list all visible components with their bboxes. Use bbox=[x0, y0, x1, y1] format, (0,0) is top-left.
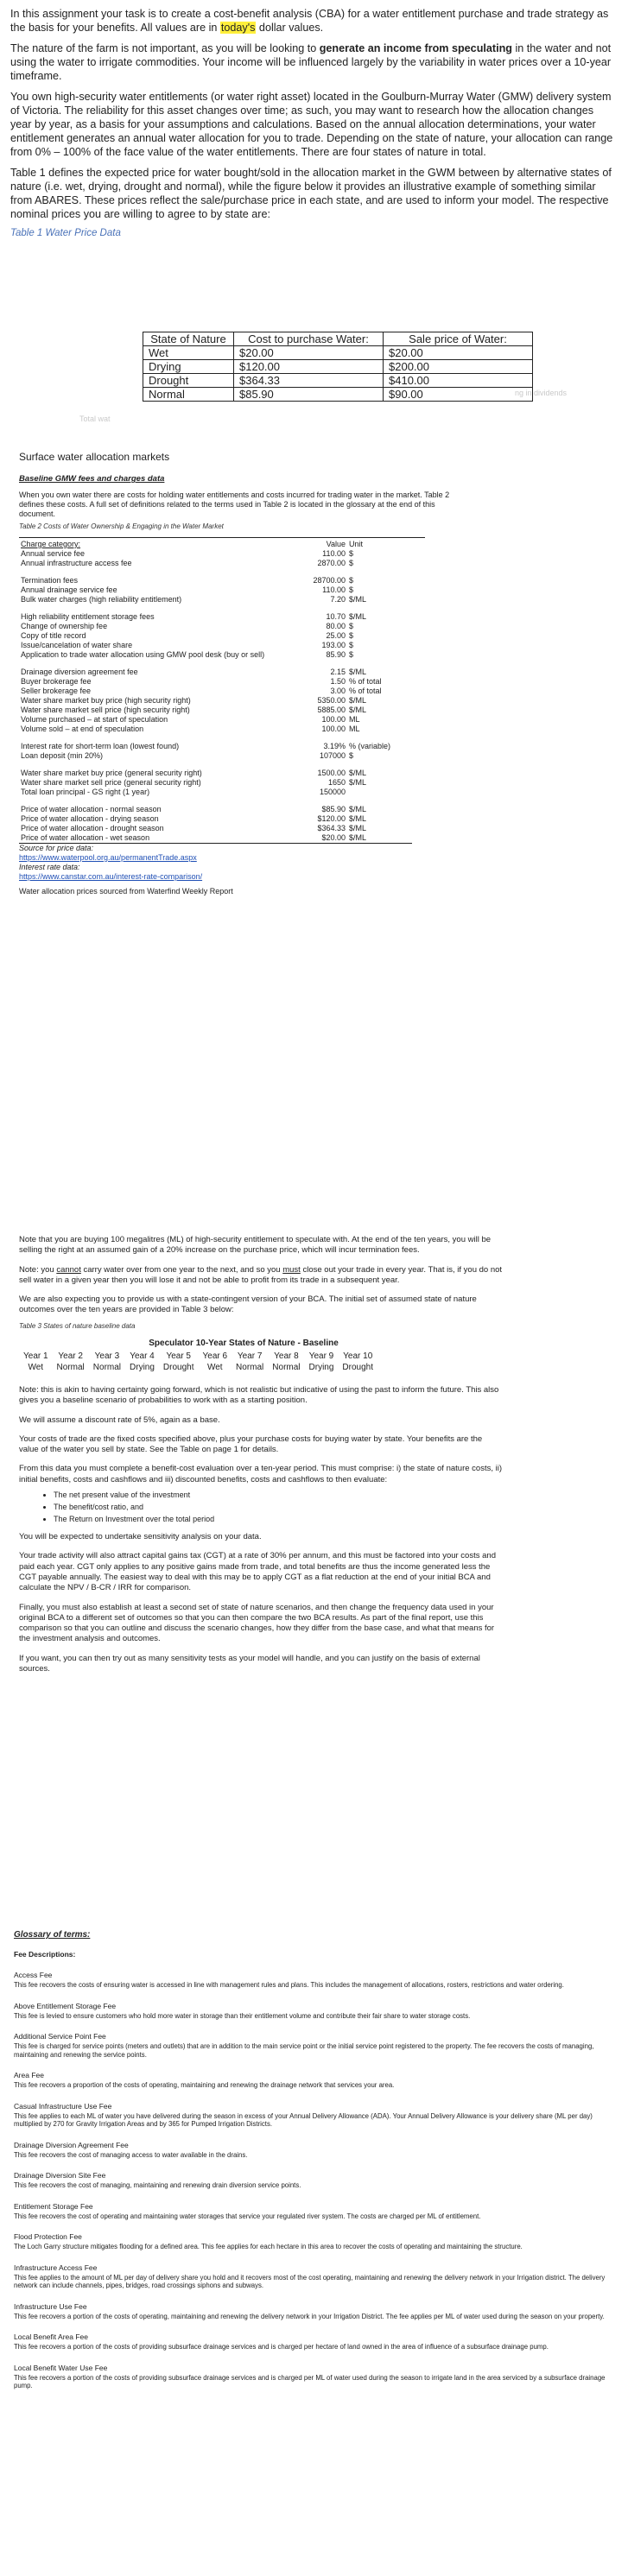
section-subtitle: Baseline GMW fees and charges data bbox=[19, 474, 165, 484]
body-paragraph: Your costs of trade are the fixed costs specified above, plus your purchase costs for buying water by state. Your benefits are the value of the water you sell by state. See the Table on page 1 for details. bbox=[19, 1434, 483, 1455]
table-row: Annual drainage service fee 110.00 $ bbox=[21, 585, 354, 594]
table1-wrapper bbox=[143, 332, 533, 402]
intro-paragraph-3: You own high-security water entitlements (or water right asset) located in the Goulburn-Murray Water (GMW) delivery system of Victoria. The reliability for this asset changes over time; as such, you may want to research how the allocation changes year by year, as a basis for your assumptions and calculations. Based on the annual allocation determinations, your water entitlement generates an annual water allocation for you to trade. Depending on the state of nature, your allocation can range from 0% – 100% of the face value of the water entitlements. There are four states of nature in total. bbox=[10, 91, 613, 158]
table-row: Drought $364.33 $410.00 bbox=[143, 374, 533, 388]
intro-paragraph-2: The nature of the farm is not important, as you will be looking to generate an income from speculating in the water and not using the water to irrigate commodities. Your income will be influenced largely by the variability in water prices over a 10-year timeframe. bbox=[10, 42, 612, 82]
years-row bbox=[19, 1351, 377, 1362]
table-row: Annual service fee 110.00 $ bbox=[21, 549, 354, 558]
source-label: Source for price data: bbox=[19, 844, 94, 852]
fees-table-wrapper bbox=[19, 537, 425, 896]
table3-caption: Table 3 States of nature baseline data bbox=[19, 1321, 136, 1330]
glossary-term: Infrastructure Use Fee bbox=[14, 2301, 87, 2311]
body-paragraph: We will assume a discount rate of 5%, again as a base. bbox=[19, 1415, 220, 1425]
year-cell: Year 8 bbox=[274, 1351, 299, 1362]
section-paragraph: When you own water there are costs for holding water entitlements and costs incurred for trading water in the market. Table 2 defines these costs. A full set of definitions related to the terms used in Table 2 is located in the glossary at the end of this document. bbox=[19, 491, 450, 518]
states-schedule-table bbox=[19, 1351, 377, 1373]
table-row: Termination fees 28700.00 $ bbox=[21, 576, 354, 585]
glossary-list bbox=[14, 1971, 618, 2390]
intro-section bbox=[10, 7, 615, 238]
glossary-definition: This fee recovers the costs of ensuring water is accessed in line with management rules and plans. This includes the management of allocations, rosters, restrictions and water ordering. bbox=[14, 1981, 564, 1989]
table-row: Water share market buy price (high security right) 5350.00 $/ML bbox=[21, 696, 367, 705]
glossary-term: Access Fee bbox=[14, 1971, 53, 1979]
highlighted-word: today's bbox=[220, 22, 256, 34]
table2-caption: Table 2 Costs of Water Ownership & Engaging in the Water Market bbox=[19, 522, 224, 530]
interest-link[interactable]: https://www.canstar.com.au/interest-rate-comparison/ bbox=[19, 872, 203, 881]
year-cell: Year 1 bbox=[23, 1351, 48, 1362]
section-title: Surface water allocation markets bbox=[19, 451, 170, 463]
evaluation-list bbox=[19, 1489, 503, 1525]
glossary-term: Additional Service Point Fee bbox=[14, 2032, 106, 2041]
states-row bbox=[19, 1363, 377, 1373]
state-cell: Drought bbox=[342, 1362, 373, 1372]
body-paragraph: If you want, you can then try out as many sensitivity tests as your model will handle, and you can justify on the basis of external sources. bbox=[19, 1653, 480, 1674]
glossary-definition: This fee recovers the cost of operating and maintaining water storages that service your regulated river system. The costs are charged per ML of entitlement. bbox=[14, 2212, 481, 2220]
spacer-row bbox=[19, 761, 408, 769]
glossary-term: Drainage Diversion Site Fee bbox=[14, 2171, 106, 2180]
glossary-definition: This fee is levied to ensure customers who hold more water in storage than their entitlement volume and contribute their fair share to water storage costs. bbox=[14, 2011, 471, 2020]
fees-table bbox=[19, 540, 408, 843]
year-cell: Year 5 bbox=[166, 1351, 191, 1362]
table-row: Drying $120.00 $200.00 bbox=[143, 360, 533, 374]
water-price-table bbox=[143, 332, 533, 402]
faded-text-left: Total wat bbox=[79, 415, 111, 423]
fees-header-row: Charge category: Value Unit bbox=[21, 540, 364, 548]
source-link[interactable]: https://www.waterpool.org.au/permanentTrade.aspx bbox=[19, 853, 197, 862]
table-row: Water share market sell price (high security right) 5885.00 $/ML bbox=[21, 706, 367, 714]
table1-header: Cost to purchase Water: bbox=[234, 332, 384, 346]
year-cell: Year 4 bbox=[130, 1351, 155, 1362]
body-paragraph: From this data you must complete a benefit-cost evaluation over a ten-year period. This must comprise: i) the state of nature costs, ii) initial benefits, costs and cashflows and iii) discounted benefits, costs and cashflows to then evaluate: bbox=[19, 1464, 502, 1484]
faded-text-right: ng in dividends bbox=[515, 389, 568, 397]
list-item: • The benefit/cost ratio, and bbox=[54, 1501, 503, 1513]
spacer-row bbox=[19, 797, 408, 805]
glossary-term: Flood Protection Fee bbox=[14, 2232, 82, 2241]
table-row: Price of water allocation - normal season $85.90 $/ML bbox=[21, 805, 367, 813]
glossary-term: Local Benefit Area Fee bbox=[14, 2332, 89, 2341]
fees-table-body bbox=[19, 549, 408, 843]
table-row: High reliability entitlement storage fees 10.70 $/ML bbox=[21, 612, 367, 621]
state-cell: Normal bbox=[56, 1362, 85, 1372]
state-cell: Drying bbox=[308, 1362, 334, 1372]
body-section bbox=[19, 1235, 503, 1683]
body-paragraph: Note that you are buying 100 megalitres (ML) of high-security entitlement to speculate with. At the end of the ten years, you will be selling the right at an assumed gain of a 20% increase on the purchase price, which will incur termination fees. bbox=[19, 1235, 492, 1256]
waterfind-note: Water allocation prices sourced from Waterfind Weekly Report bbox=[19, 887, 233, 896]
table-row: Seller brokerage fee 3.00 % of total bbox=[21, 687, 382, 695]
fee-descriptions-heading: Fee Descriptions: bbox=[14, 1950, 76, 1959]
glossary-definition: This fee is charged for service points (meters and outlets) that are in addition to the main service point or the initial service point registered to the property. The fee recovers the costs of managing, maintaining and renewing the service points. bbox=[14, 2042, 594, 2059]
interest-label: Interest rate data: bbox=[19, 863, 80, 871]
table-row: Change of ownership fee 80.00 $ bbox=[21, 622, 354, 630]
state-cell: Wet bbox=[28, 1362, 44, 1372]
state-cell: Drying bbox=[130, 1362, 155, 1372]
table-row: Volume purchased – at start of speculation 100.00 ML bbox=[21, 715, 360, 724]
spacer-row bbox=[19, 734, 408, 742]
glossary-term: Local Benefit Water Use Fee bbox=[14, 2363, 108, 2372]
glossary-title: Glossary of terms: bbox=[14, 1930, 91, 1940]
state-cell: Wet bbox=[206, 1362, 223, 1372]
table-row: Copy of title record 25.00 $ bbox=[21, 631, 354, 640]
list-item: • The net present value of the investment bbox=[54, 1489, 503, 1501]
year-cell: Year 6 bbox=[202, 1351, 228, 1362]
glossary-definition: This fee recovers the cost of managing, maintaining and renewing drain diversion service points. bbox=[14, 2181, 301, 2189]
body-paragraph: Note: this is akin to having certainty going forward, which is not realistic but indicative of using the past to inform the future. This also gives you a baseline scenario of probabilities to work with as a starting position. bbox=[19, 1384, 499, 1406]
spacer-row bbox=[19, 604, 408, 612]
body-paragraph: We are also expecting you to provide us with a state-contingent version of your BCA. The initial set of assumed state of nature outcomes over the ten years are provided in Table 3 below: bbox=[19, 1294, 477, 1315]
year-cell: Year 9 bbox=[308, 1351, 334, 1362]
body-paragraph: You will be expected to undertake sensitivity analysis on your data. bbox=[19, 1532, 262, 1542]
glossary-section bbox=[14, 1930, 618, 2390]
glossary-definition: The Loch Garry structure mitigates flooding for a defined area. This fee applies for each hectare in this area to recover the costs of operating and maintaining the structure. bbox=[14, 2243, 523, 2250]
glossary-term: Drainage Diversion Agreement Fee bbox=[14, 2140, 129, 2149]
body-paragraph: Note: you cannot carry water over from one year to the next, and so you must close out your trade in every year. That is, if you do not sell water in a given year then you will lose it and not be able to profit from its trade in a subsequent year. bbox=[19, 1264, 503, 1285]
state-cell: Drought bbox=[162, 1362, 194, 1372]
intro-paragraph-1: In this assignment your task is to create a cost-benefit analysis (CBA) for a water entitlement purchase and trade strategy as the basis for your benefits. All values are in today's dollar values. bbox=[10, 8, 609, 34]
year-cell: Year 3 bbox=[94, 1351, 120, 1362]
glossary-term: Entitlement Storage Fee bbox=[14, 2201, 93, 2211]
spacer-row bbox=[19, 568, 408, 576]
table-row: Water share market buy price (general security right) 1500.00 $/ML bbox=[21, 769, 367, 777]
list-item: • The Return on Investment over the total period bbox=[54, 1513, 503, 1525]
table-row: Total loan principal - GS right (1 year) 150000 bbox=[21, 788, 346, 796]
table-row: Drainage diversion agreement fee 2.15 $/ML bbox=[21, 668, 367, 676]
glossary-definition: This fee recovers a portion of the costs of operating, maintaining and renewing the delivery network in your Irrigation District. The fee applies per ML of water used during the season on your property. bbox=[14, 2312, 605, 2320]
table-row: Wet $20.00 $20.00 bbox=[143, 346, 533, 360]
glossary-term: Area Fee bbox=[14, 2071, 44, 2079]
table1-header: State of Nature bbox=[143, 332, 234, 346]
table-row: Interest rate for short-term loan (lowest found) 3.19% % (variable) bbox=[21, 742, 391, 750]
table-row: Normal $85.90 $90.00 bbox=[143, 388, 533, 402]
table-row: Loan deposit (min 20%) 107000 $ bbox=[21, 751, 354, 760]
glossary-definition: This fee recovers the cost of managing access to water available in the drains. bbox=[14, 2150, 248, 2159]
glossary-term: Casual Infrastructure Use Fee bbox=[14, 2101, 112, 2111]
table-row: Price of water allocation - drying season $120.00 $/ML bbox=[21, 814, 367, 823]
table-row: Annual infrastructure access fee 2870.00 $ bbox=[21, 559, 354, 567]
table-row: Water share market sell price (general security right) 1650 $/ML bbox=[21, 778, 367, 787]
table-row: Price of water allocation - wet season $20.00 $/ML bbox=[21, 833, 367, 842]
state-cell: Normal bbox=[92, 1362, 122, 1372]
glossary-term: Above Entitlement Storage Fee bbox=[14, 2001, 117, 2010]
table-row: Application to trade water allocation using GMW pool desk (buy or sell) 85.90 $ bbox=[21, 650, 354, 659]
table-row: Buyer brokerage fee 1.50 % of total bbox=[21, 677, 382, 686]
glossary-term: Infrastructure Access Fee bbox=[14, 2263, 98, 2272]
year-cell: Year 7 bbox=[237, 1351, 263, 1362]
table-row: Bulk water charges (high reliability entitlement) 7.20 $/ML bbox=[21, 595, 367, 604]
glossary-definition: This fee applies to each ML of water you have delivered during the season in excess of your Annual Delivery Allowance (ADA). Your Annual Delivery Allowance is your delivery share (ML per day) multiplied by 270 for Gravity Irrigation Areas and by 365 for Pumped Irrigation Districts. bbox=[14, 2111, 593, 2128]
table-row: Volume sold – at end of speculation 100.00 ML bbox=[21, 725, 360, 733]
body-paragraph: Finally, you must also establish at least a second set of state of nature scenarios, and then change the frequency data used in your original BCA to a different set of outcomes so that you can then compare the two BCA results. As part of the final report, use this comparison so that you can outline and discuss the scenario changes, how they differ from the base case, and what that means for the investment analysis and outcomes. bbox=[19, 1602, 495, 1644]
glossary-definition: This fee recovers a proportion of the costs of operating, maintaining and renewing the drainage network that services your area. bbox=[14, 2081, 395, 2089]
glossary-definition: This fee applies to the amount of ML per day of delivery share you hold and it recovers most of the cost operating, maintaining and renewing the delivery network in your Irrigation district. The delivery network can include channels, pipes, bridges, road crossings siphons and subways. bbox=[14, 2273, 606, 2289]
state-cell: Normal bbox=[272, 1362, 301, 1372]
body-paragraph: Your trade activity will also attract capital gains tax (CGT) at a rate of 30% per annum, and this must be factored into your costs and paid each year. CGT only applies to any positive gains made from trade, and total benefits are thus the income generated less the CGT payable annually. The easiest way to deal with this may be to apply CGT as a flat reduction at the end of your initial BCA and calculate the NPV / B-CR / IRR for comparison. bbox=[19, 1551, 496, 1593]
glossary-definition: This fee recovers a portion of the costs of providing subsurface drainage services and is charged per ML of water used during the season to irrigate land in the area serviced by a subsurface drainage pump. bbox=[14, 2373, 606, 2389]
year-cell: Year 2 bbox=[58, 1351, 83, 1362]
glossary-definition: This fee recovers a portion of the costs of providing subsurface drainage services and is charged per hectare of land owned in the area of influence of a subsurface drainage pump. bbox=[14, 2343, 549, 2351]
year-cell: Year 10 bbox=[343, 1351, 373, 1362]
table-row: Price of water allocation - drought season $364.33 $/ML bbox=[21, 824, 367, 832]
spacer-row bbox=[19, 660, 408, 668]
table1-caption: Table 1 Water Price Data bbox=[10, 228, 121, 238]
table1-header: Sale price of Water: bbox=[384, 332, 533, 346]
intro-paragraph-4: Table 1 defines the expected price for water bought/sold in the allocation market in the GWM between by alternative states of nature (i.e. wet, drying, drought and normal), while the figure below it provides an illustrative example of something similar from ABARES. These prices reflect the sale/purchase price in each state, and are used to inform your model. The respective nominal prices you are willing to agree to by state are: bbox=[10, 167, 612, 220]
schedule-title: Speculator 10-Year States of Nature - Baseline bbox=[149, 1339, 339, 1349]
state-cell: Normal bbox=[236, 1362, 264, 1372]
table-row: Issue/cancelation of water share 193.00 $ bbox=[21, 641, 354, 649]
